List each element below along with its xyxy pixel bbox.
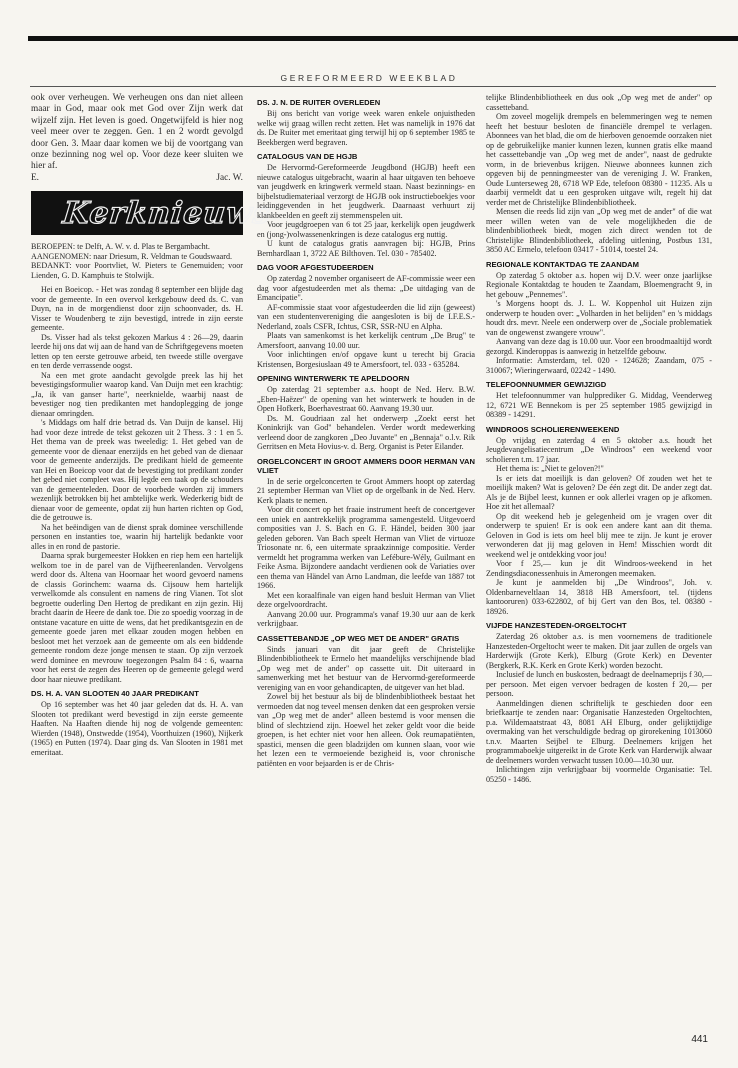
article-paragraph: Voor dit concert op het fraaie instrument heeft de concertgever een uniek en aantrekkelijk programma samengesteld. Uitgevoerd composities van J. S. Bach en G. F. Händel, beiden 300 jaar geleden geboren. Van Bach speelt Herman van Vliet de virtuoze Triosonate nr. 6, een uitermate spraakzinnige compositie. Verder vermeldt het programma werken van Lefébure-Wély, Guilmant en Feike Asma. Bijzondere aandacht verdienen ook de Variaties over een thema van Händel van Arno Landman, die leefde van 1887 tot 1966.: [257, 505, 475, 590]
article-paragraph: Ds. M. Goudriaan zal het onderwerp „Zoekt eerst het Koninkrijk van God" behandelen. Verder wordt medewerking verleend door de zangkoren „Deo Juvante" en „Bennaja" o.l.v. Rik Gerritsen en Meta Hovius-v. d. Berg. Organist is Peter Eilander.: [257, 413, 475, 451]
article-paragraph: Sinds januari van dit jaar geeft de Christelijke Blindenbibliotheek te Ermelo het maandelijks verschijnende blad „Op weg met de ander" op cassette uit. Dit uiteraard in samenwerking met het bestuur van de Hervormd-gereformeerde vereniging van en voor gehandicapten, de uitgever van het blad.: [257, 644, 475, 692]
section-title: WINDROOS SCHOLIERENWEEKEND: [486, 424, 620, 434]
article-paragraph: 's Middags om half drie betrad ds. Van Duijn de kansel. Hij had voor deze intrede de tekst gekozen uit 2 Thess. 3 : 1 en 5. Het thema van de preek was tweeledig: 1. Het gebed van de gemeente voor de dienaar enerzijds en het gebed van de dienaar voor de gemeente anderzijds. De predikant hield de gemeente van Hei en Boeicop voor dat de bevestiging tot predikant zonder het gebed niet compleet was. Hij legde een taak op de schouders van de gemeenteleden. Door de voorbede worden zij immers wezenlijk betrokken bij het ambtelijke werk. Wederkerig bidt de dienaar voor de gemeente, opdat zij hun harten richten op God, die de getrouwe is.: [31, 418, 243, 523]
signature-left: E.: [31, 172, 40, 183]
beroepen-line: BEROEPEN: te Delft, A. W. v. d. Plas te Bergambacht.: [31, 242, 210, 252]
signature-right: Jac. W.: [216, 172, 243, 183]
kerknieuws-banner: [31, 191, 273, 235]
hei-boeicop-article: [31, 285, 243, 684]
section-title: DS. J. N. DE RUITER OVERLEDEN: [257, 98, 381, 107]
article-paragraph: Het thema is: „Niet te geloven?!": [496, 464, 604, 473]
article-paragraph: Aanvang 20.00 uur. Programma's vanaf 19.30 uur aan de kerk verkrijgbaar.: [257, 609, 475, 628]
article-paragraph: Op zaterdag 2 november organiseert de AF-commissie weer een dag voor afgestudeerden met als thema: „De uitdaging van de Emancipatie".: [257, 274, 475, 302]
article-paragraph: Plaats van samenkomst is het kerkelijk centrum „De Brug" te Amersfoort, aanvang 10.00 uur.: [257, 331, 475, 350]
section-title: CASSETTEBANDJE „OP WEG MET DE ANDER" GRATIS: [257, 633, 460, 643]
article-paragraph: Daarna sprak burgemeester Hokken en riep hem een hartelijk welkom toe in de parel van de Vijfheerenlanden. Vervolgens werd door ds. Altena van Hoornaar het woord gevoerd namens de classis Gorinchem: waarna ds. Cijsouw hem hartelijk verwelkomde als consulent en namens de ring Vianen. Tot slot begroette ouderling Den Hertog de predikant en zijn gezin. Hij bracht daarin de Heere de dank toe. Die zo spoedig voorzag in de ontstane vacature en uitte de wens, dat het predikantsgezin en de gemeente goede jaren met elkaar zouden mogen hebben en besloot met het verzoek aan de gemeente om als een biddende gemeente rondom deze jonge mensen te staan. Op zijn verzoek werd dominee en mevrouw toegezongen Psalm 84 : 6, waarna voor het eerst de zegen des Heeren op de gemeente gelegd werd door haar nieuwe predikant.: [31, 551, 243, 684]
section-title: REGIONALE KONTAKTDAG TE ZAANDAM: [486, 259, 639, 269]
page-number: 441: [691, 1034, 708, 1045]
article-paragraph: Mensen die reeds lid zijn van „Op weg met de ander" of die wat meer willen weten van de vele mogelijkheden die de blindenbibliotheek biedt, mogen zich direct wenden tot de Christelijke Blindenbibliotheek, afdeling uitlening, Postbus 131, 3850 AC Ermelo, telefoon 03417 - 51014, toestel 24.: [486, 207, 712, 254]
column-2: [257, 93, 475, 1053]
article-paragraph: Om zoveel mogelijk drempels en belemmeringen weg te nemen heeft het bestuur besloten de financiële drempel te verlagen. Abonnees van het blad, die om de hierboven genoemde oorzaken niet op de gebruikelijke manier kunnen lezen, kunnen gratis elke maand het cassettebandje van „Op weg met de ander", naast de gedrukte vorm, in de brievenbus krijgen. Nieuwe abonnees kunnen zich opgeven bij de penningmeester van de vereniging J. W. Franken, Oude Lunterseweg 28, 6718 WP Ede, telefoon 08380 - 11235. Als u daarbij vermeldt dat u een gesproken uitgave wilt, regelt hij dat verder met de Christelijke Blindenbibliotheek.: [486, 112, 712, 207]
article-paragraph: Hei en Boeicop. - Het was zondag 8 september een blijde dag voor de gemeente. In een overvol kerkgebouw deed ds. C. van Duyn, na in de morgendienst door zijn schoonvader, ds. H. Visser te Woudenberg te zijn bevestigd, intrede in zijn eerste gemeente.: [31, 285, 243, 333]
section-title: TELEFOONNUMMER GEWIJZIGD: [486, 380, 607, 389]
article-paragraph: Zaterdag 26 oktober a.s. is men voornemens de traditionele Hanzesteden-Orgeltocht weer te maken. Dit jaar zullen de orgels van Harderwijk (Grote Kerk), Elburg (Grote Kerk) en Deventer (Bergkerk, R.K. Kerk en Grote Kerk) worden bezocht.: [486, 632, 712, 670]
article-paragraph: Aanmeldingen dienen schriftelijk te geschieden door een briefkaartje te zenden naar: Organisatie Hanzesteden Orgeltochten, p.a. Wildemaatstraat 43, 8081 AH Elburg, onder gelijktijdige overmaking van het verschuldigde bedrag op girorekening 1013060 t.n.v. Maarten Seijbel te Elburg. Deelnemers krijgen het programmaboekje uitgereikt in de Grote Kerk van Harderwijk alwaar de deelnemers worden verwacht tussen 10.00—10.30 uur.: [486, 698, 712, 765]
article-paragraph: Aanvang van deze dag is 10.00 uur. Voor een broodmaaltijd wordt gezorgd. Kinderoppas is aanwezig in hetzelfde gebouw.: [486, 337, 712, 356]
article-paragraph: Op dit weekend heb je gelegenheid om je vragen over dit onderwerp te spuien! Er is ook een andere kant aan dit thema. Geloven in God is iets om heel blij mee te zijn. Je kunt je erover verwonderen dat jij mag geloven in Hem! Misschien wordt dit weekend wel je ontdekking voor jou!: [486, 511, 712, 559]
column-1: [31, 93, 273, 1053]
section-title: DAG VOOR AFGESTUDEERDEN: [257, 263, 374, 272]
article-paragraph: Op vrijdag en zaterdag 4 en 5 oktober a.s. houdt het Jeugdevangelisatiecentrum „De Windroos" een weekend voor scholieren t.m. 17 jaar.: [486, 435, 712, 464]
aangenomen-line: AANGENOMEN: naar Driesum, R. Veldman te Goudswaard.: [31, 251, 233, 261]
masthead-rule: [30, 86, 716, 87]
article-paragraph: Voor f 25,— kun je dit Windroos-weekend in het Zendingsdiaconessenhuis in Amerongen meemaken.: [486, 559, 712, 578]
article-paragraph: Informatie: Amsterdam, tel. 020 - 124628; Zaandam, 075 - 310067; Wieringerwaard, 02242 - 1490.: [486, 356, 712, 375]
article-paragraph: AF-commissie staat voor afgestudeerden die lid zijn (geweest) van een studentenvereniging die aangesloten is bij de I.F.E.S.-Nederland, zoals CSFR, Ichtus, CSR, SSR-NU en Alpha.: [257, 302, 475, 331]
lead-text: ook over verheugen. We verheugen ons dan niet alleen maar in God, maar ook met God over Zijn werk dat wijzelf zijn. Het leven is goed. Ongetwijfeld is hier nog veel meer over te zeggen. Gen. 1 en 2 wordt gevolgd door Gen. 3. Maar daar komen we bij de voortgang van onze bezinning nog wel op. Voor deze keer sluiten we hier af.: [31, 93, 243, 172]
article-paragraph: Inclusief de lunch en buskosten, bedraagt de deelnameprijs f 30,— per persoon. Met eigen vervoer bedragen de kosten f 20,— per persoon.: [486, 670, 712, 698]
bedankt-line: BEDANKT: voor Poortvliet, W. Pieters te Genemuiden; voor Lienden, G. D. Kamphuis te Stolwijk.: [31, 261, 243, 280]
article-paragraph: Voor inlichtingen en/of opgave kunt u terecht bij Gracia Kristensen, Borgesiuslaan 49 te Amersfoort, tel. 033 - 635284.: [257, 350, 475, 369]
article-paragraph: Na een met grote aandacht gevolgde preek las hij het bevestigingsformulier waarop kand. Van Duijn met een krachtig: „Ja, ik van ganser harte", neerknielde, waarbij naast de bevestiger nog tien predikanten met handoplegging de jonge dienaar omringden.: [31, 370, 243, 418]
article-paragraph: De Hervormd-Gereformeerde Jeugdbond (HGJB) heeft een nieuwe catalogus uitgebracht, waarin al haar uitgaven ten behoeve van jeugdwerk en kringwerk vermeld staan. Naast bezinnings- en bijbelstudiemateriaal verzorgt de HGJB ook instructieboekjes voor leidinggevenden in het jeugdwerk. Daarnaast verhuurt zij klankbeelden en geeft zij stemmenspelen uit.: [257, 163, 475, 220]
article-paragraph: Het telefoonnummer van hulpprediker G. Middag, Veenderweg 12, 6721 WE Bennekom is per 25 september 1985 gewijzigd in 08389 - 14291.: [486, 391, 712, 419]
article-paragraph: Na het beëindigen van de dienst sprak dominee verschillende personen en instanties toe, waarin hij hartelijk bedankte voor alles in en rond de pastorie.: [31, 522, 243, 551]
masthead: GEREFORMEERD WEEKBLAD: [280, 73, 458, 83]
article-paragraph: Je kunt je aanmelden bij „De Windroos", Joh. v. Oldenbarneveltlaan 14, 3818 HB Amersfoort, tel. (tijdens kantooruren) 033-622802, of bij Gert van den Bos, tel. 08380 - 18926.: [486, 578, 712, 616]
column-3: [486, 93, 712, 1053]
article-paragraph: 's Morgens hoopt ds. J. L. W. Koppenhol uit Huizen zijn onderwerp te houden over: „Volharden in het belijden" en 's middags houdt drs. mevr. Neele een onderwerp over de „Sociale problematiek van de ongewenst zwangere vrouw".: [486, 299, 712, 337]
article-paragraph: Op 16 september was het 40 jaar geleden dat ds. H. A. van Slooten tot predikant werd bevestigd in zijn eerste gemeente Haaften. Na Haaften diende hij nog de volgende gemeenten: Wierden (1948), Onstwedde (1954), Voorthuizen (1960), Nijkerk (1965) en Putten (1974). Daar ging ds. Van Slooten in 1981 met emeritaat.: [31, 700, 243, 757]
article-paragraph: Bij ons bericht van vorige week waren enkele onjuistheden welke wij graag willen recht zetten. Het was namelijk in 1976 dat ds. De Ruiter met emeritaat ging terwijl hij op 6 september 1985 te Beekbergen werd begraven.: [257, 109, 475, 147]
article-paragraph: Op zaterdag 5 oktober a.s. hopen wij D.V. weer onze jaarlijkse Regionale Kontaktdag te houden te Zaandam, Bloemengracht 9, in het gebouw „Pennemes".: [486, 270, 712, 299]
article-paragraph: Voor jeugdgroepen van 6 tot 25 jaar, kerkelijk open jeugdwerk en (jong-)volwassenenkringen is deze catalogus erg nuttig.: [257, 220, 475, 239]
section-title: CATALOGUS VAN DE HGJB: [257, 152, 358, 161]
article-paragraph: Met een koraalfinale van eigen hand besluit Herman van Vliet deze orgelvoordracht.: [257, 590, 475, 609]
article-paragraph: Op zaterdag 21 september a.s. hoopt de Ned. Herv. B.W. „Eben-Haëzer" de opening van het winterwerk te houden in de Open Hofkerk, Boerhavestraat 60. Aanvang 19.30 uur.: [257, 385, 475, 413]
banner-title: Kerknieuws: [61, 195, 273, 231]
article-paragraph: Zowel bij het bestuur als bij de blindenbibliotheek bestaat het vermoeden dat nog teveel mensen denken dat een gesproken versie van „Op weg met de ander" alleen bestemd is voor mensen die blind of slechtziend zijn. Hoewel het zeker geldt voor die beide groepen, is het echter niet voor hen alleen. Ook reumapatiënten, spastici, mensen die geen bladzijden om kunnen slaan, voor wie het lezen een te vermoeiende bezigheid is, voor chronische patiënten en voor bejaarden is er de Chris-: [257, 692, 475, 768]
article-paragraph: U kunt de catalogus gratis aanvragen bij: HGJB, Prins Bernhardlaan 1, 3722 AE Bilthoven. Tel. 030 - 785402.: [257, 239, 475, 258]
article-paragraph: Inlichtingen zijn verkrijgbaar bij voormelde Organisatie: Tel. 05250 - 1486.: [486, 765, 712, 784]
article-paragraph: Is er iets dat moeilijk is dan geloven? Of zouden wet het te moeilijk maken? Wat is geloven? De één zegt dit. De ander zegt dat. Als je de Bijbel leest, kunnen er ook allerlei vragen op je afkomen. Hoe zit het allemaal?: [486, 473, 712, 511]
article-paragraph: In de serie orgelconcerten te Groot Ammers hoopt op zaterdag 21 september Herman van Vliet op de orgelbank in de Ned. Herv. Kerk plaats te nemen.: [257, 476, 475, 505]
article-paragraph: telijke Blindenbibliotheek en dus ook „Op weg met de ander" op cassetteband.: [486, 93, 712, 112]
top-border-bar: [28, 36, 738, 41]
article-paragraph: Ds. Visser had als tekst gekozen Markus 4 : 26—29, daarin leerde hij ons dat wij aan de hand van de Schriftgegevens moeten letten op ten eerste getrouwe arbeid, ten tweede stille overgave en ten derde verrassende oogst.: [31, 332, 243, 371]
section-title: OPENING WINTERWERK TE APELDOORN: [257, 374, 410, 383]
section-title: ORGELCONCERT IN GROOT AMMERS DOOR HERMAN VAN VLIET: [257, 456, 475, 475]
section-title: VIJFDE HANZESTEDEN-ORGELTOCHT: [486, 621, 627, 630]
section-title: DS. H. A. VAN SLOOTEN 40 JAAR PREDIKANT: [31, 689, 199, 699]
signature: [31, 173, 243, 184]
